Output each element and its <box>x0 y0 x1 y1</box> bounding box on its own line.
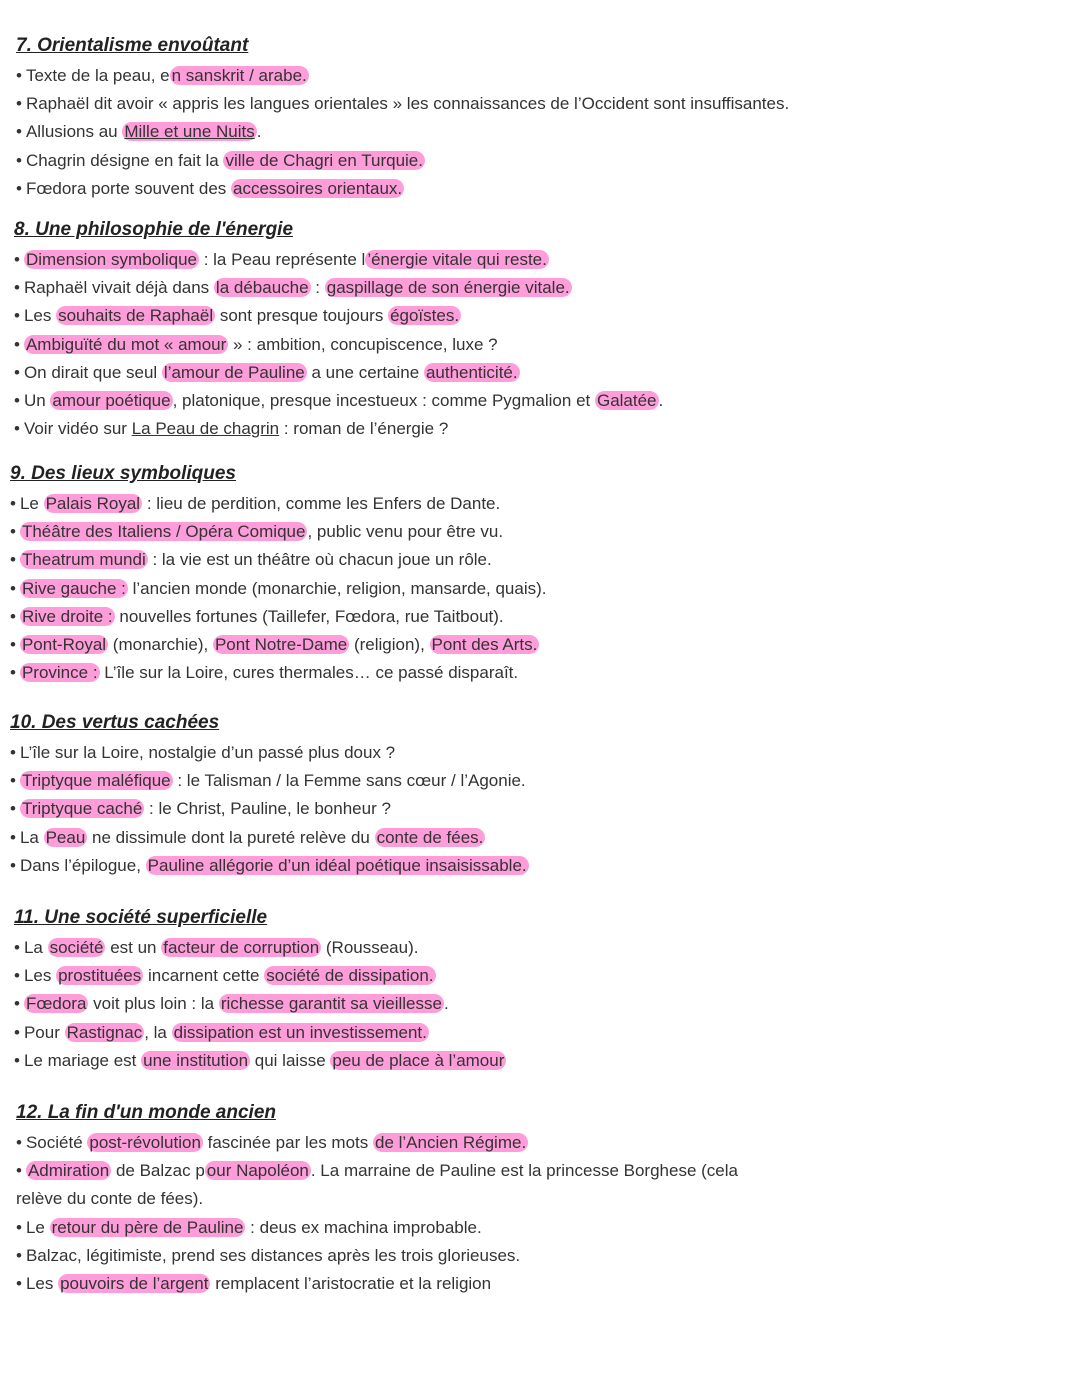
bullet-icon: • <box>10 606 16 626</box>
bullet-icon: • <box>16 1217 22 1237</box>
highlighted-text: l’amour de Pauline <box>163 362 305 382</box>
item-text: , platonique, presque incestueux : comme Pygmalion et <box>172 391 595 411</box>
bullet-item <box>16 147 1076 175</box>
highlighted-text: Galatée <box>596 391 657 411</box>
highlighted-text: société de dissipation. <box>266 966 434 986</box>
item-text: Raphaël dit avoir « appris les langues orientales » les connaissances de l’Occident sont insuffisantes. <box>25 94 790 114</box>
bullet-item <box>16 1214 1076 1242</box>
item-text: : <box>310 278 325 298</box>
item-text: Pour <box>23 1022 65 1042</box>
bullet-item <box>14 990 1074 1018</box>
highlighted-text: authenticité. <box>425 362 518 382</box>
item-text: (Rousseau). <box>321 938 419 957</box>
bullet-list <box>10 739 1070 880</box>
item-text: voit plus loin : la <box>88 994 219 1014</box>
item-text: Les <box>23 966 57 986</box>
item-text: Raphaël vivait déjà dans <box>23 278 214 298</box>
item-text: : roman de l’énergie ? <box>279 419 449 439</box>
item-text: fascinée par les mots <box>202 1133 373 1152</box>
item-text: Voir vidéo sur <box>23 419 132 439</box>
item-text: (religion), <box>349 635 430 655</box>
item-text: , public venu pour être vu. <box>307 522 504 542</box>
bullet-icon: • <box>10 855 16 875</box>
bullet-icon: • <box>14 391 20 411</box>
bullet-item <box>16 62 1076 90</box>
bullet-item <box>14 934 1074 962</box>
bullet-item <box>10 795 1070 823</box>
highlighted-text: accessoires orientaux. <box>233 178 403 198</box>
item-text: Balzac, légitimiste, prend ses distances après les trois glorieuses. <box>25 1245 521 1265</box>
highlighted-text: gaspillage de son énergie vitale. <box>326 278 570 298</box>
bullet-item <box>16 90 1076 118</box>
highlighted-text: égoïstes. <box>390 306 460 326</box>
bullet-icon: • <box>14 966 20 986</box>
item-text: Chagrin désigne en fait la <box>25 150 224 170</box>
item-text: Le <box>25 1217 50 1237</box>
bullet-item <box>14 387 1074 415</box>
item-text: qui laisse <box>250 1050 331 1070</box>
bullet-icon: • <box>16 178 22 198</box>
section-philosophie-energie <box>0 218 1074 443</box>
item-text: : le Christ, Pauline, le bonheur ? <box>144 799 391 819</box>
item-text: Un <box>23 391 51 411</box>
bullet-item <box>10 767 1070 795</box>
item-text: est un <box>105 938 162 957</box>
section-title: 8. Une philosophie de l'énergie <box>14 219 294 240</box>
highlighted-text: ville de Chagri en Turquie. <box>225 150 423 170</box>
bullet-item <box>10 852 1070 880</box>
highlighted-text: our Napoléon <box>206 1161 309 1181</box>
bullet-item <box>14 274 1074 302</box>
highlighted-text: prostituées <box>58 966 142 986</box>
highlighted-text: Rastignac <box>66 1022 143 1042</box>
item-text: Les <box>23 306 57 326</box>
bullet-item <box>16 1242 1076 1270</box>
item-text: La <box>23 938 48 957</box>
highlighted-text: pouvoirs de l’argent <box>60 1274 209 1294</box>
highlighted-text: Pont-Royal <box>21 635 107 655</box>
item-text: ne dissimule dont la pureté relève du <box>87 827 375 847</box>
bullet-icon: • <box>14 334 20 354</box>
highlighted-text: n sanskrit / arabe. <box>171 66 307 85</box>
item-text: Texte de la peau, e <box>25 66 170 85</box>
item-text: Fœdora porte souvent des <box>25 178 231 198</box>
bullet-icon: • <box>14 994 20 1014</box>
bullet-item <box>14 962 1074 990</box>
bullet-icon: • <box>16 1245 22 1265</box>
highlighted-text: post-révolution <box>89 1133 201 1152</box>
section-societe-superficielle <box>0 906 1074 1075</box>
item-text: a une certaine <box>306 362 424 382</box>
highlighted-text: Théâtre des Italiens / Opéra Comique <box>21 522 306 542</box>
item-text: : deus ex machina improbable. <box>245 1217 482 1237</box>
bullet-list <box>14 246 1074 443</box>
item-text: de Balzac p <box>111 1161 205 1181</box>
bullet-item <box>14 1019 1074 1047</box>
item-text: . <box>658 391 664 411</box>
highlighted-text: Triptyque maléfique <box>21 771 171 791</box>
bullet-icon: • <box>14 938 20 957</box>
highlighted-text: conte de fées. <box>376 827 484 847</box>
item-text: nouvelles fortunes (Taillefer, Fœdora, rue Taitbout). <box>114 606 504 626</box>
highlighted-text: Rive gauche : <box>21 578 126 598</box>
bullet-icon: • <box>14 278 20 298</box>
section-title: 10. Des vertus cachées <box>10 712 220 733</box>
highlighted-text: Dimension symbolique <box>25 250 197 269</box>
bullet-list <box>14 934 1074 1075</box>
item-text: Le <box>19 494 44 513</box>
bullet-item <box>16 1129 1076 1157</box>
bullet-icon: • <box>10 799 16 819</box>
bullet-item <box>16 1157 776 1213</box>
item-text: . <box>443 994 449 1014</box>
bullet-icon: • <box>10 663 16 683</box>
bullet-item <box>10 659 1070 687</box>
highlighted-text: société <box>49 938 104 957</box>
bullet-item <box>14 331 1074 359</box>
section-title: 12. La fin d'un monde ancien <box>16 1102 276 1123</box>
item-text: Allusions au <box>25 122 123 142</box>
section-fin-monde-ancien <box>0 1101 1076 1298</box>
bullet-icon: • <box>10 827 16 847</box>
bullet-icon: • <box>16 1161 22 1181</box>
bullet-item <box>14 359 1074 387</box>
item-text: : la vie est un théâtre où chacun joue un rôle. <box>147 550 492 570</box>
bullet-icon: • <box>10 578 16 598</box>
item-text: . <box>256 122 262 142</box>
highlighted-text: peu de place à l’amour <box>332 1050 505 1070</box>
bullet-icon: • <box>14 1050 20 1070</box>
highlighted-text: Pont des Arts. <box>431 635 538 655</box>
item-text: On dirait que seul <box>23 362 162 382</box>
highlighted-text: Ambiguïté du mot « amour <box>25 334 227 354</box>
highlighted-text: amour poétique <box>52 391 171 411</box>
bullet-item <box>14 246 1074 274</box>
item-text: : lieu de perdition, comme les Enfers de Dante. <box>142 494 501 513</box>
bullet-item <box>14 302 1074 330</box>
highlighted-text: Pont Notre-Dame <box>214 635 348 655</box>
section-title: 9. Des lieux symboliques <box>10 463 236 484</box>
item-text: L’île sur la Loire, cures thermales… ce passé disparaît. <box>99 663 519 683</box>
highlighted-text: Province : <box>21 663 98 683</box>
bullet-icon: • <box>16 94 22 114</box>
highlighted-text: richesse garantit sa vieillesse <box>220 994 442 1014</box>
bullet-list <box>10 490 1070 687</box>
bullet-icon: • <box>14 419 20 439</box>
item-text: Le mariage est <box>23 1050 142 1070</box>
highlighted-text: une institution <box>143 1050 249 1070</box>
bullet-icon: • <box>14 250 20 269</box>
item-text: , la <box>144 1022 172 1042</box>
section-vertus-cachees <box>0 711 1070 880</box>
bullet-item <box>10 631 1070 659</box>
highlighted-text: de l’Ancien Régime. <box>374 1133 527 1152</box>
item-text: incarnent cette <box>143 966 265 986</box>
bullet-item <box>10 603 1070 631</box>
bullet-list <box>16 62 1076 203</box>
bullet-item <box>14 1047 1074 1075</box>
item-text: Dans l’épilogue, <box>19 855 146 875</box>
bullet-icon: • <box>10 635 16 655</box>
bullet-item <box>10 739 1070 767</box>
bullet-item <box>10 546 1070 574</box>
bullet-icon: • <box>16 66 22 85</box>
highlighted-text: ’énergie vitale qui reste. <box>367 250 547 269</box>
bullet-list <box>16 1129 1076 1298</box>
bullet-item <box>10 824 1070 852</box>
item-text: : la Peau représente l <box>198 250 366 269</box>
section-lieux-symboliques <box>0 462 1070 687</box>
bullet-icon: • <box>10 494 16 513</box>
item-text: remplacent l’aristocratie et la religion <box>210 1274 492 1294</box>
bullet-icon: • <box>16 150 22 170</box>
highlighted-text: retour du père de Pauline <box>51 1217 244 1237</box>
section-orientalisme <box>0 34 1076 203</box>
item-text: : le Talisman / la Femme sans cœur / l’Agonie. <box>172 771 526 791</box>
highlighted-text: Mille et une Nuits <box>124 122 255 142</box>
item-text: . La marraine de Pauline est la princesse Borghese (cela relève du conte de fées). <box>16 1161 738 1209</box>
item-text: Les <box>25 1274 59 1294</box>
highlighted-text: Palais Royal <box>45 494 141 513</box>
bullet-icon: • <box>14 306 20 326</box>
bullet-item <box>10 518 1070 546</box>
bullet-item <box>14 415 1074 443</box>
item-text: l’ancien monde (monarchie, religion, mansarde, quais). <box>127 578 547 598</box>
bullet-icon: • <box>10 522 16 542</box>
bullet-icon: • <box>10 743 16 762</box>
highlighted-text: Fœdora <box>25 994 87 1014</box>
item-text: Société <box>25 1133 88 1152</box>
highlighted-text: Peau <box>45 827 86 847</box>
bullet-icon: • <box>14 362 20 382</box>
highlighted-text: facteur de corruption <box>163 938 320 957</box>
section-title: 11. Une société superficielle <box>14 907 268 928</box>
highlighted-text: Admiration <box>27 1161 110 1181</box>
bullet-item <box>10 490 1070 518</box>
section-title: 7. Orientalisme envoûtant <box>16 35 249 56</box>
item-text: sont presque toujours <box>215 306 389 326</box>
bullet-item <box>10 575 1070 603</box>
bullet-icon: • <box>10 771 16 791</box>
item-text: La <box>19 827 44 847</box>
bullet-item <box>16 1270 1076 1298</box>
item-text: (monarchie), <box>108 635 213 655</box>
item-text: L’île sur la Loire, nostalgie d’un passé plus doux ? <box>19 743 396 762</box>
highlighted-text: Rive droite : <box>21 606 113 626</box>
highlighted-text: Triptyque caché <box>21 799 143 819</box>
highlighted-text: Theatrum mundi <box>21 550 146 570</box>
highlighted-text: la débauche <box>215 278 309 298</box>
item-text: » : ambition, concupiscence, luxe ? <box>228 334 498 354</box>
bullet-icon: • <box>14 1022 20 1042</box>
item-text: La Peau de chagrin <box>131 419 280 439</box>
bullet-icon: • <box>10 550 16 570</box>
highlighted-text: dissipation est un investissement. <box>173 1022 427 1042</box>
bullet-icon: • <box>16 1133 22 1152</box>
bullet-item <box>16 118 1076 146</box>
bullet-item <box>16 175 1076 203</box>
bullet-icon: • <box>16 122 22 142</box>
bullet-icon: • <box>16 1274 22 1294</box>
highlighted-text: souhaits de Raphaël <box>58 306 214 326</box>
highlighted-text: Pauline allégorie d’un idéal poétique insaisissable. <box>147 855 527 875</box>
